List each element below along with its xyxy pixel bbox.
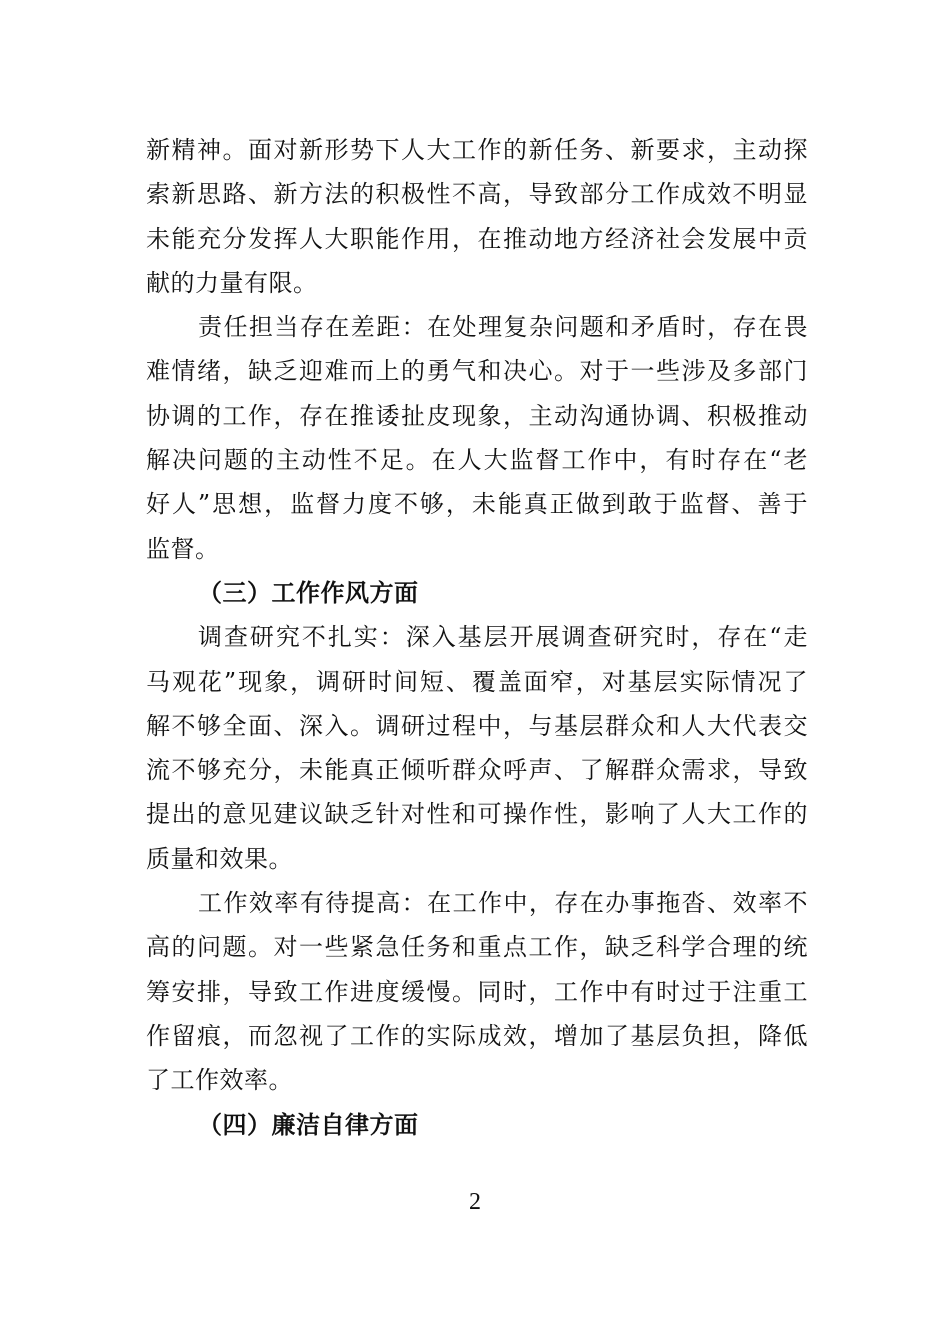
- paragraph-line: 提出的意见建议缺乏针对性和可操作性，影响了人大工作的: [146, 800, 808, 829]
- heading-text: （三）工作作风方面: [198, 577, 419, 607]
- paragraph-line: 流不够充分，未能真正倾听群众呼声、了解群众需求，导致: [146, 756, 808, 785]
- paragraph-line: 解不够全面、深入。调研过程中，与基层群众和人大代表交: [146, 711, 808, 740]
- heading-text: （四）廉洁自律方面: [198, 1109, 419, 1139]
- paragraph-line: 未能充分发挥人大职能作用，在推动地方经济社会发展中贡: [146, 224, 808, 253]
- paragraph-line: 责任担当存在差距：在处理复杂问题和矛盾时，存在畏: [198, 313, 808, 342]
- paragraph-line: 调查研究不扎实：深入基层开展调查研究时，存在“走: [198, 623, 808, 652]
- paragraph-line: 作留痕，而忽视了工作的实际成效，增加了基层负担，降低: [146, 1021, 808, 1050]
- paragraph-line: 难情绪，缺乏迎难而上的勇气和决心。对于一些涉及多部门: [146, 357, 808, 386]
- paragraph-line: 工作效率有待提高：在工作中，存在办事拖沓、效率不: [198, 889, 808, 918]
- paragraph-line: 监督。: [146, 534, 220, 563]
- paragraph-line: 高的问题。对一些紧急任务和重点工作，缺乏科学合理的统: [146, 933, 808, 962]
- section-heading: [146, 571, 808, 615]
- paragraph-line: 马观花”现象，调研时间短、覆盖面窄，对基层实际情况了: [146, 667, 808, 696]
- section-heading: [146, 1103, 808, 1147]
- paragraph-line: 新精神。面对新形势下人大工作的新任务、新要求，主动探: [146, 136, 808, 164]
- paragraph-line: 筹安排，导致工作进度缓慢。同时，工作中有时过于注重工: [146, 977, 808, 1006]
- paragraph: [146, 881, 808, 1102]
- paragraph-line: 解决问题的主动性不足。在人大监督工作中，有时存在“老: [146, 446, 808, 475]
- paragraph-line: 质量和效果。: [146, 844, 293, 873]
- paragraph-line: 好人”思想，监督力度不够，未能真正做到敢于监督、善于: [146, 490, 808, 519]
- paragraph: [146, 128, 808, 305]
- paragraph-line: 索新思路、新方法的积极性不高，导致部分工作成效不明显: [146, 180, 808, 209]
- paragraph-line: 了工作效率。: [146, 1066, 293, 1095]
- paragraph: [146, 615, 808, 881]
- document-body: [146, 128, 808, 1147]
- paragraph-line: 协调的工作，存在推诿扯皮现象，主动沟通协调、积极推动: [146, 401, 808, 430]
- paragraph-line: 献的力量有限。: [146, 268, 318, 297]
- paragraph: [146, 305, 808, 571]
- page-number: 2: [469, 1189, 481, 1215]
